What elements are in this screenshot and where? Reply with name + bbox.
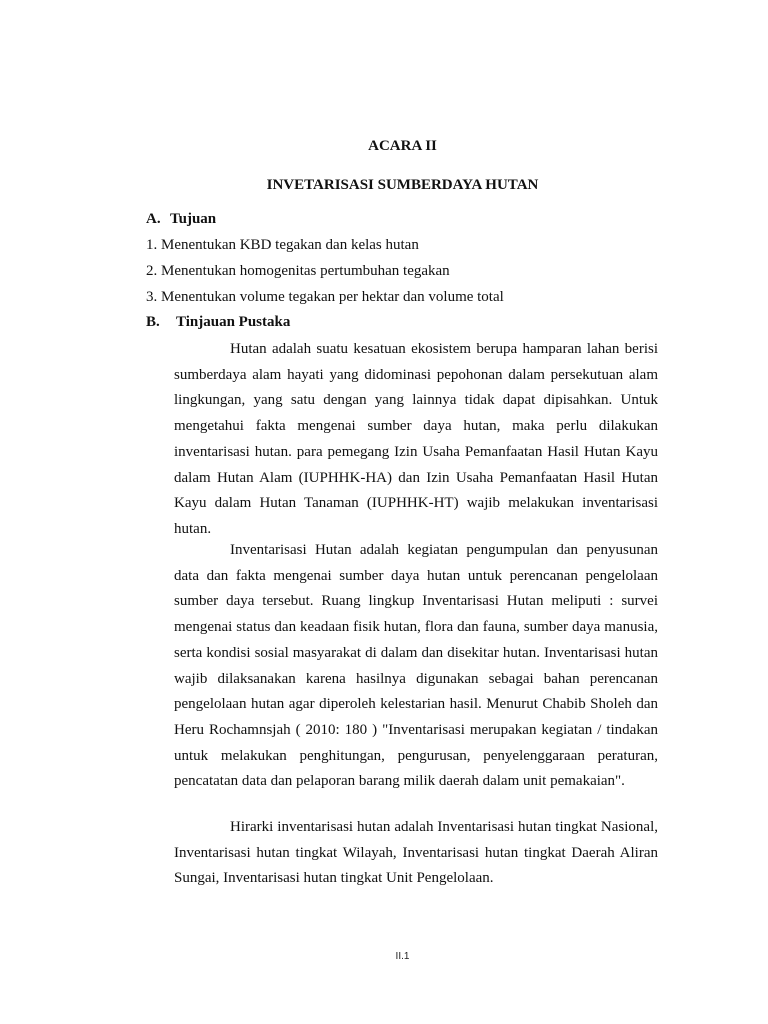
section-b-label: B.: [146, 314, 160, 330]
list-item: 1. Menentukan KBD tegakan dan kelas hutan: [146, 237, 419, 253]
paragraph: Hirarki inventarisasi hutan adalah Inventarisasi hutan tingkat Nasional, Inventarisasi hutan tingkat Wilayah, Inventarisasi hutan tingkat Daerah Aliran Sungai, Inventarisasi hutan tingkat Unit Pengelolaan.: [174, 819, 658, 887]
paragraph: Inventarisasi Hutan adalah kegiatan pengumpulan dan penyusunan data dan fakta mengenai sumber daya hutan untuk perencanan pengelolaan sumber daya tersebut. Ruang lingkup Inventarisasi Hutan meliputi : survei mengenai status dan keadaan fisik hutan, flora dan fauna, sumber daya manusia, serta kondisi sosial masyarakat di dalam dan disekitar hutan. Inventarisasi hutan wajib dilaksanakan karena hasilnya digunakan sebagai bahan perencanan pengelolaan hutan agar diperoleh kelestarian hasil. Menurut Chabib Sholeh dan Heru Rochamnsjah ( 2010: 180 ) "Inventarisasi merupakan kegiatan / tindakan untuk melakukan penghitungan, pengurusan, penyelenggaraan peraturan, pencatatan data dan pelaporan barang milik daerah dalam unit pemakaian".: [174, 542, 658, 790]
section-a-heading: [146, 211, 216, 228]
section-b-title: Tinjauan Pustaka: [176, 314, 291, 330]
paragraph: Hutan adalah suatu kesatuan ekosistem berupa hamparan lahan berisi sumberdaya alam hayati yang didominasi pepohonan dalam persekutuan alam lingkungan, yang satu dengan yang lainnya tidak dapat dipisahkan. Untuk mengetahui fakta mengenai sumber daya hutan, maka perlu dilakukan inventarisasi hutan. para pemegang Izin Usaha Pemanfaatan Hasil Hutan Kayu dalam Hutan Alam (IUPHHK-HA) dan Izin Usaha Pemanfaatan Hasil Hutan Kayu dalam Hutan Tanaman (IUPHHK-HT) wajib melakukan inventarisasi hutan.: [174, 341, 658, 537]
section-b-heading: [146, 314, 290, 331]
list-item: 2. Menentukan homogenitas pertumbuhan tegakan: [146, 263, 450, 279]
page-number: II.1: [395, 951, 410, 962]
section-a-label: A.: [146, 211, 161, 227]
list-item: 3. Menentukan volume tegakan per hektar dan volume total: [146, 289, 504, 305]
section-a-title: Tujuan: [170, 211, 217, 227]
document-subtitle: INVETARISASI SUMBERDAYA HUTAN: [266, 177, 539, 193]
document-title: ACARA II: [368, 138, 437, 154]
